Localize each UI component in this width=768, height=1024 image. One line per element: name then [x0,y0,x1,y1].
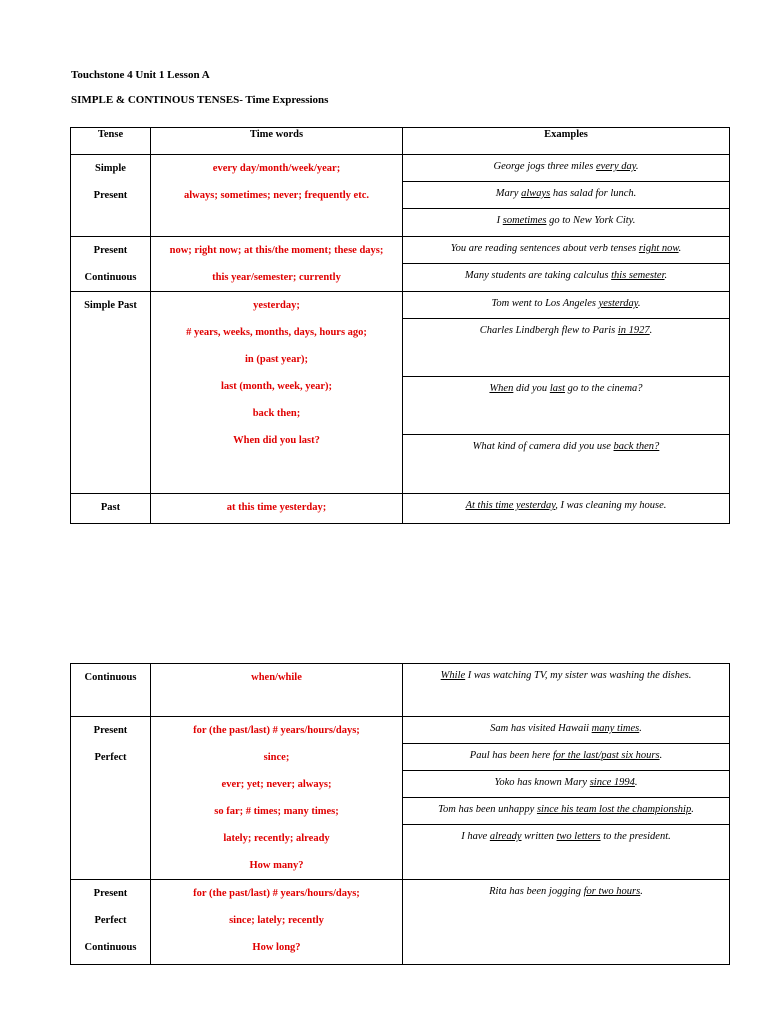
time-word: for (the past/last) # years/hours/days; [193,888,360,899]
example-sentence: Mary always has salad for lunch. [403,182,729,209]
example-sentence: I sometimes go to New York City. [496,215,636,226]
time-words-cell [151,292,403,494]
tense-label: Simple [95,163,126,174]
tense-cell [71,237,151,292]
examples-cell [403,880,730,965]
time-word: this year/semester; currently [212,272,341,283]
time-word: always; sometimes; never; frequently etc. [184,190,369,201]
time-word: since; lately; recently [229,915,324,926]
tense-label: Continuous [84,672,137,683]
tense-label: Present [93,888,128,899]
tense-label: Present [93,245,128,256]
time-word: How long? [252,942,301,953]
examples-cell [403,717,730,880]
time-word: since; [263,752,290,763]
tense-label: Perfect [94,915,127,926]
table-row [71,664,730,717]
example-sentence: Paul has been here for the last/past six hours. [403,744,729,771]
tense-label: Present [93,190,128,201]
example-sentence: Many students are taking calculus this semester. [464,270,668,281]
document-subtitle: SIMPLE & CONTINOUS TENSES- Time Expressions [71,94,329,106]
time-word: so far; # times; many times; [214,806,339,817]
time-word: last (month, week, year); [220,381,333,392]
time-word: now; right now; at this/the moment; these days; [169,245,384,256]
tenses-table-1 [70,127,730,524]
example-sentence: Yoko has known Mary since 1994. [403,771,729,798]
column-header-time-words: Time words [151,128,403,155]
time-word: yesterday; [253,300,300,311]
example-sentence: You are reading sentences about verb tenses right now. [403,237,729,264]
tenses-table-2 [70,663,730,965]
table-row [71,494,730,524]
table-row [71,292,730,494]
tense-label: Present [93,725,128,736]
example-sentence: George jogs three miles every day. [403,155,729,182]
time-word: at this time yesterday; [226,502,327,513]
examples-cell [403,155,730,237]
column-header-examples: Examples [403,128,730,155]
tense-cell [71,155,151,237]
time-word: in (past year); [245,354,308,365]
time-word: when/while [251,672,302,683]
tense-cell [71,494,151,524]
example-sentence: What kind of camera did you use back then? [472,441,660,452]
examples-cell [403,292,730,494]
time-word: for (the past/last) # years/hours/days; [193,725,360,736]
column-header-tense: Tense [71,128,151,155]
example-sentence: Tom has been unhappy since his team lost the championship. [403,798,729,825]
document-title: Touchstone 4 Unit 1 Lesson A [71,69,210,81]
tense-cell [71,880,151,965]
time-words-cell [151,664,403,717]
tense-label: Continuous [84,942,137,953]
time-words-cell [151,155,403,237]
example-sentence: Sam has visited Hawaii many times. [403,717,729,744]
time-words-cell [151,237,403,292]
examples-cell [403,237,730,292]
example-sentence: Rita has been jogging for two hours. [489,886,643,897]
time-word: back then; [252,408,301,419]
example-sentence: At this time yesterday, I was cleaning my house. [465,500,667,511]
time-word: every day/month/week/year; [212,163,341,174]
time-word: How many? [249,860,304,871]
example-sentence: While I was watching TV, my sister was washing the dishes. [440,670,692,681]
tense-label: Past [100,502,121,513]
tense-label: Continuous [84,272,137,283]
tense-cell [71,717,151,880]
time-word: ever; yet; never; always; [221,779,332,790]
time-word: # years, weeks, months, days, hours ago; [186,327,367,338]
example-sentence: Charles Lindbergh flew to Paris in 1927. [403,319,729,377]
time-word: When did you last? [233,435,320,446]
examples-cell [403,664,730,717]
time-words-cell [151,880,403,965]
tense-cell [71,664,151,717]
example-sentence: When did you last go to the cinema? [403,377,729,435]
tense-label: Perfect [94,752,127,763]
tense-cell [71,292,151,494]
tense-label: Simple Past [84,300,137,311]
example-sentence: Tom went to Los Angeles yesterday. [403,292,729,319]
time-words-cell [151,494,403,524]
time-word: lately; recently; already [223,833,330,844]
table-row [71,155,730,237]
table-row [71,880,730,965]
table-header-row [71,128,730,155]
table-row [71,237,730,292]
example-sentence: I have already written two letters to the president. [461,831,671,842]
examples-cell [403,494,730,524]
time-words-cell [151,717,403,880]
table-row [71,717,730,880]
